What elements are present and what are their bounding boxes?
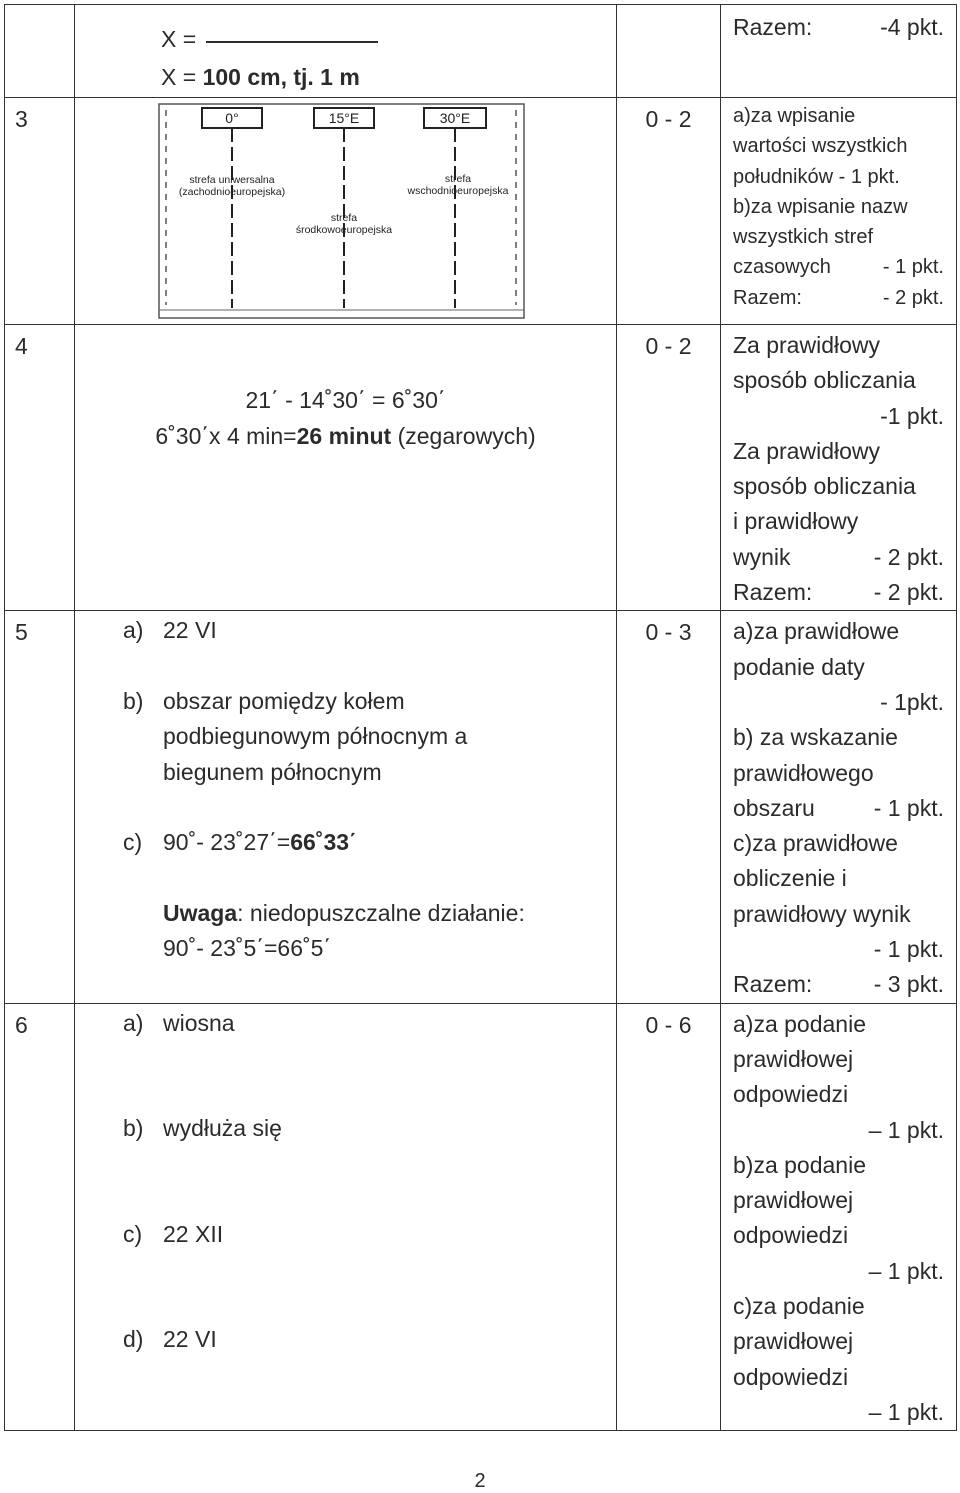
- meridian-label: 30°E: [439, 110, 471, 126]
- criteria-cell: [721, 98, 957, 325]
- total-label: Razem:: [733, 971, 813, 998]
- criteria-line: prawidłowego: [733, 759, 874, 786]
- criteria-line: i prawidłowy: [733, 508, 859, 535]
- criteria-line: podanie daty: [733, 653, 865, 680]
- calc-result: 26 minut: [296, 422, 392, 449]
- total-points: - 2 pkt.: [882, 286, 944, 309]
- criteria-line: sposób obliczania: [733, 367, 916, 394]
- equation-label: X =: [161, 26, 197, 52]
- criteria-line: Za prawidłowy: [733, 437, 880, 464]
- zone-label: strefa: [444, 173, 472, 185]
- page-number: 2: [474, 1470, 486, 1492]
- points-range: 0 - 2: [617, 98, 721, 325]
- item-text: 22 VI: [163, 1326, 217, 1353]
- item-text: 90˚- 23˚27΄=: [163, 829, 291, 856]
- zone-label: (zachodnioeuropejska): [178, 186, 286, 198]
- points-range: 0 - 2: [617, 325, 721, 611]
- total-points: - 2 pkt.: [873, 579, 944, 606]
- criteria-points: - 1 pkt.: [873, 936, 944, 963]
- item-label: a): [123, 617, 144, 644]
- table-row: [5, 611, 957, 1003]
- item-text: podbiegunowym północnym a: [163, 723, 468, 750]
- calc-line: 6˚30΄x 4 min=: [155, 422, 297, 449]
- criteria-line: południków - 1 pkt.: [733, 165, 900, 188]
- criteria-line: Za prawidłowy: [733, 332, 880, 358]
- criteria-line: odpowiedzi: [733, 1363, 849, 1390]
- criteria-line: a)za podanie: [733, 1010, 866, 1037]
- table-row: [5, 1003, 957, 1431]
- criteria-points: -1 pkt.: [880, 402, 944, 429]
- table-row: [5, 5, 957, 98]
- criteria-line: wszystkich stref: [733, 226, 874, 249]
- zone-label: strefa: [330, 212, 358, 224]
- total-points: -4 pkt.: [880, 14, 944, 40]
- item-label: b): [123, 687, 144, 714]
- answer-cell: [75, 1003, 617, 1431]
- criteria-line: odpowiedzi: [733, 1081, 849, 1108]
- criteria-line: a)za wpisanie: [733, 105, 856, 127]
- fraction-line: [206, 41, 378, 43]
- criteria-line: obszaru: [733, 794, 815, 821]
- criteria-points: - 1 pkt.: [882, 256, 944, 279]
- criteria-line: c)za prawidłowe: [733, 830, 898, 857]
- calc-line: 21΄ - 14˚30΄ = 6˚30΄: [245, 387, 446, 413]
- criteria-line: sposób obliczania: [733, 473, 916, 500]
- zone-label: wschodnioeuropejska: [407, 185, 509, 197]
- task-number: 5: [5, 611, 75, 1003]
- total-points: - 3 pkt.: [873, 971, 944, 998]
- item-text: 22 XII: [163, 1220, 224, 1247]
- points-range: 0 - 3: [617, 611, 721, 1003]
- item-label: c): [123, 1220, 143, 1247]
- criteria-cell: [721, 5, 957, 98]
- item-text: wydłuża się: [163, 1115, 282, 1142]
- criteria-line: b)za podanie: [733, 1151, 866, 1178]
- note-label: Uwaga: [163, 899, 238, 926]
- criteria-line: c)za podanie: [733, 1293, 865, 1320]
- calc-note: (zegarowych): [391, 422, 536, 449]
- answer-cell: [75, 98, 617, 325]
- answer-key-table: [4, 4, 957, 1431]
- table-row: [5, 325, 957, 611]
- criteria-points: - 2 pkt.: [873, 543, 944, 570]
- total-label: Razem:: [733, 286, 802, 309]
- criteria-line: odpowiedzi: [733, 1222, 849, 1249]
- total-label: Razem:: [733, 579, 813, 606]
- task-number: 4: [5, 325, 75, 611]
- task-number: 6: [5, 1003, 75, 1431]
- zone-label: środkowoeuropejska: [295, 224, 393, 236]
- criteria-line: prawidłowej: [733, 1045, 854, 1072]
- criteria-cell: [721, 611, 957, 1003]
- criteria-line: prawidłowy wynik: [733, 900, 911, 927]
- item-result: 66˚33΄: [290, 829, 357, 856]
- criteria-line: b) za wskazanie: [733, 724, 898, 751]
- note-text: : niedopuszczalne działanie:: [237, 899, 525, 926]
- criteria-points: – 1 pkt.: [868, 1398, 944, 1425]
- time-zone-diagram: [158, 100, 528, 322]
- criteria-line: obliczenie i: [733, 865, 847, 892]
- total-label: Razem:: [733, 14, 813, 40]
- item-label: c): [123, 829, 143, 856]
- number-cell: [5, 5, 75, 98]
- points-cell: [617, 5, 721, 98]
- result-label: X =: [161, 64, 203, 90]
- item-text: wiosna: [163, 1009, 235, 1036]
- criteria-line: czasowych: [733, 256, 831, 279]
- points-range: 0 - 6: [617, 1003, 721, 1431]
- item-text: obszar pomiędzy kołem: [163, 687, 405, 714]
- meridian-label: 0°: [225, 110, 239, 126]
- criteria-points: - 1 pkt.: [873, 794, 944, 821]
- criteria-line: prawidłowej: [733, 1328, 854, 1355]
- zone-label: strefa uniwersalna: [189, 174, 275, 186]
- criteria-line: wynik: [733, 543, 791, 570]
- criteria-points: – 1 pkt.: [868, 1116, 944, 1143]
- task-number: 3: [5, 98, 75, 325]
- result-value: 100 cm, tj. 1 m: [202, 64, 360, 90]
- item-label: d): [123, 1326, 144, 1353]
- criteria-points: - 1pkt.: [880, 688, 944, 715]
- note-text: 90˚- 23˚5΄=66˚5΄: [163, 935, 332, 962]
- table-row: [5, 98, 957, 325]
- criteria-cell: [721, 325, 957, 611]
- criteria-points: – 1 pkt.: [868, 1257, 944, 1284]
- criteria-line: prawidłowej: [733, 1187, 854, 1214]
- criteria-line: a)za prawidłowe: [733, 618, 900, 645]
- item-label: a): [123, 1009, 144, 1036]
- item-text: 22 VI: [163, 617, 217, 644]
- item-label: b): [123, 1115, 144, 1142]
- answer-cell: [75, 5, 617, 98]
- criteria-line: wartości wszystkich: [733, 135, 908, 158]
- meridian-label: 15°E: [328, 110, 360, 126]
- answer-cell: [75, 611, 617, 1003]
- criteria-line: b)za wpisanie nazw: [733, 195, 908, 218]
- item-text: biegunem północnym: [163, 758, 382, 785]
- criteria-cell: [721, 1003, 957, 1431]
- answer-cell: [75, 325, 617, 611]
